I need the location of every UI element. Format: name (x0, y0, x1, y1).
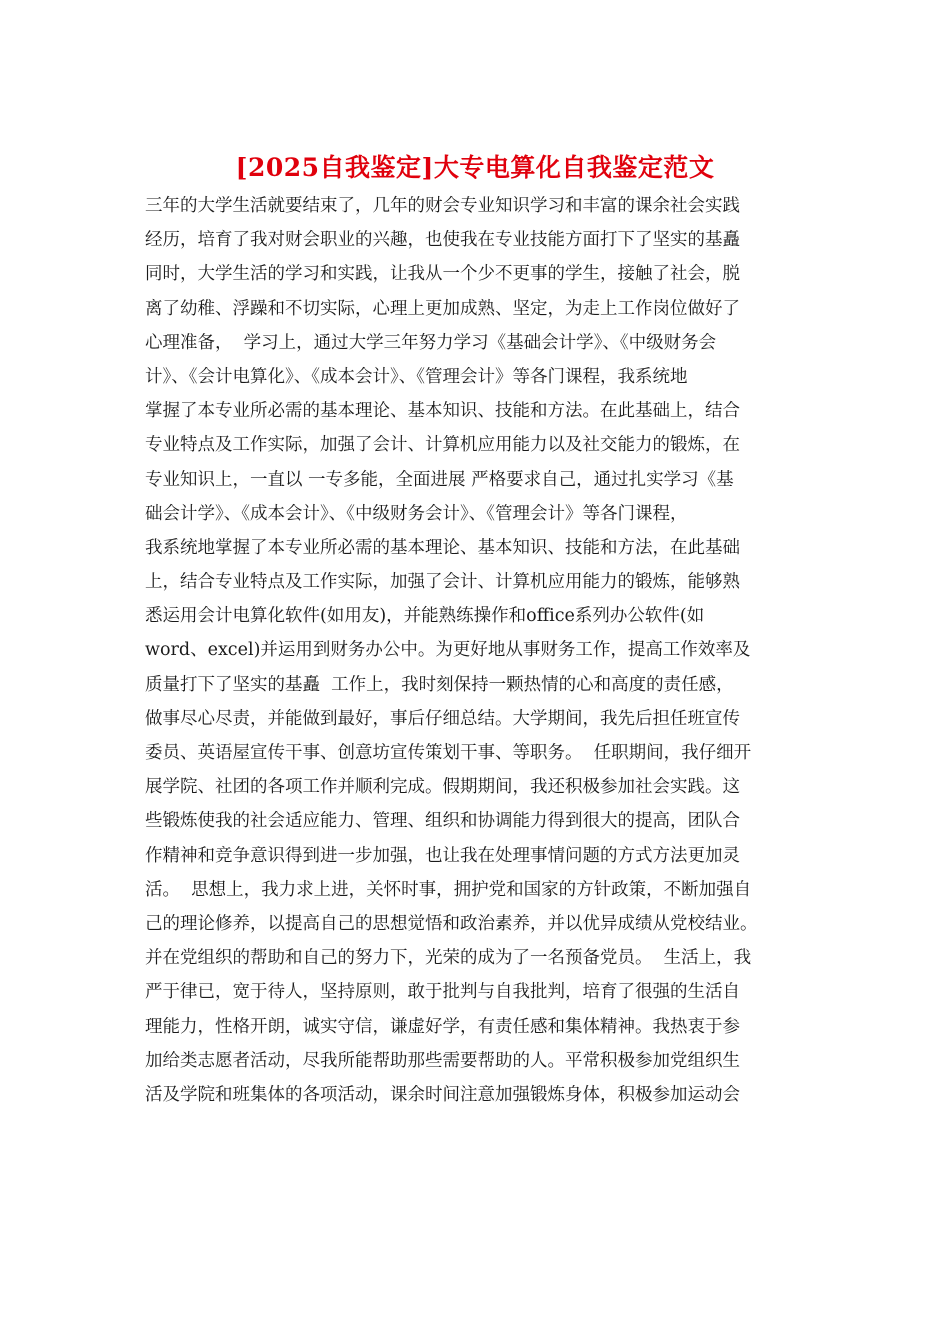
body-line: word、excel)并运用到财务办公中。为更好地从事财务工作，提高工作效率及 (145, 640, 751, 661)
body-line: 三年的大学生活就要结束了，几年的财会专业知识学习和丰富的课余社会实践 (145, 196, 740, 216)
body-line: 上，结合专业特点及工作实际，加强了会计、计算机应用能力的锻炼，能够熟 (145, 572, 740, 593)
body-line: 离了幼稚、浮躁和不切实际，心理上更加成熟、坚定，为走上工作岗位做好了 (145, 298, 740, 319)
body-line: 展学院、社团的各项工作并顺利完成。假期期间，我还积极参加社会实践。这 (145, 777, 740, 798)
body-line: 计》、《会计电算化》、《成本会计》、《管理会计》等各门课程，我系统地 (145, 366, 688, 387)
body-line: 严于律已，宽于待人，坚持原则，敢于批判与自我批判，培育了很强的生活自 (145, 982, 740, 1003)
body-line: 同时，大学生活的学习和实践，让我从一个少不更事的学生，接触了社会，脱 (145, 264, 740, 285)
body-line: 做事尽心尽责，并能做到最好，事后仔细总结。大学期间，我先后担任班宣传 (145, 708, 740, 729)
body-line: 活。 思想上，我力求上进，关怀时事，拥护党和国家的方针政策，不断加强自 (145, 879, 752, 900)
body-line: 己的理论修养，以提高自己的思想觉悟和政治素养，并以优异成绩从党校结业。 (145, 913, 758, 934)
body-line: 心理准备， 学习上，通过大学三年努力学习《基础会计学》、《中级财务会 (145, 332, 717, 353)
document-body (145, 189, 815, 1112)
body-line: 专业特点及工作实际，加强了会计、计算机应用能力以及社交能力的锻炼，在 (145, 435, 740, 456)
body-line: 作精神和竞争意识得到进一步加强，也让我在处理事情问题的方式方法更加灵 (145, 845, 740, 866)
body-line: 加给类志愿者活动，尽我所能帮助那些需要帮助的人。平常积极参加党组织生 (145, 1050, 740, 1071)
body-line: 理能力，性格开朗，诚实守信，谦虚好学，有责任感和集体精神。我热衷于参 (145, 1016, 740, 1037)
body-line: 我系统地掌握了本专业所必需的基本理论、基本知识、技能和方法，在此基础 (145, 537, 740, 558)
body-line: 并在党组织的帮助和自己的努力下，光荣的成为了一名预备党员。 生活上，我 (145, 948, 752, 969)
body-line: 些锻炼使我的社会适应能力、管理、组织和协调能力得到很大的提高，团队合 (145, 811, 740, 832)
body-line: 委员、英语屋宣传干事、创意坊宣传策划干事、等职务。 任职期间，我仔细开 (145, 743, 752, 763)
body-line: 质量打下了坚实的基矗 工作上，我时刻保持一颗热情的心和高度的责任感， (145, 674, 734, 695)
body-line: 悉运用会计电算化软件(如用友)，并能熟练操作和office系列办公软件(如 (145, 606, 705, 627)
body-line: 掌握了本专业所必需的基本理论、基本知识、技能和方法。在此基础上，结合 (145, 401, 740, 422)
body-line: 专业知识上，一直以 一专多能，全面进展 严格要求自己，通过扎实学习《基 (145, 469, 734, 490)
body-line: 活及学院和班集体的各项活动，课余时间注意加强锻炼身体，积极参加运动会 (145, 1084, 740, 1105)
body-line: 础会计学》、《成本会计》、《中级财务会计》、《管理会计》等各门课程， (145, 503, 688, 524)
body-line: 经历，培育了我对财会职业的兴趣，也使我在专业技能方面打下了坚实的基矗 (145, 230, 740, 251)
document-title: [2025自我鉴定]大专电算化自我鉴定范文 (235, 153, 715, 182)
